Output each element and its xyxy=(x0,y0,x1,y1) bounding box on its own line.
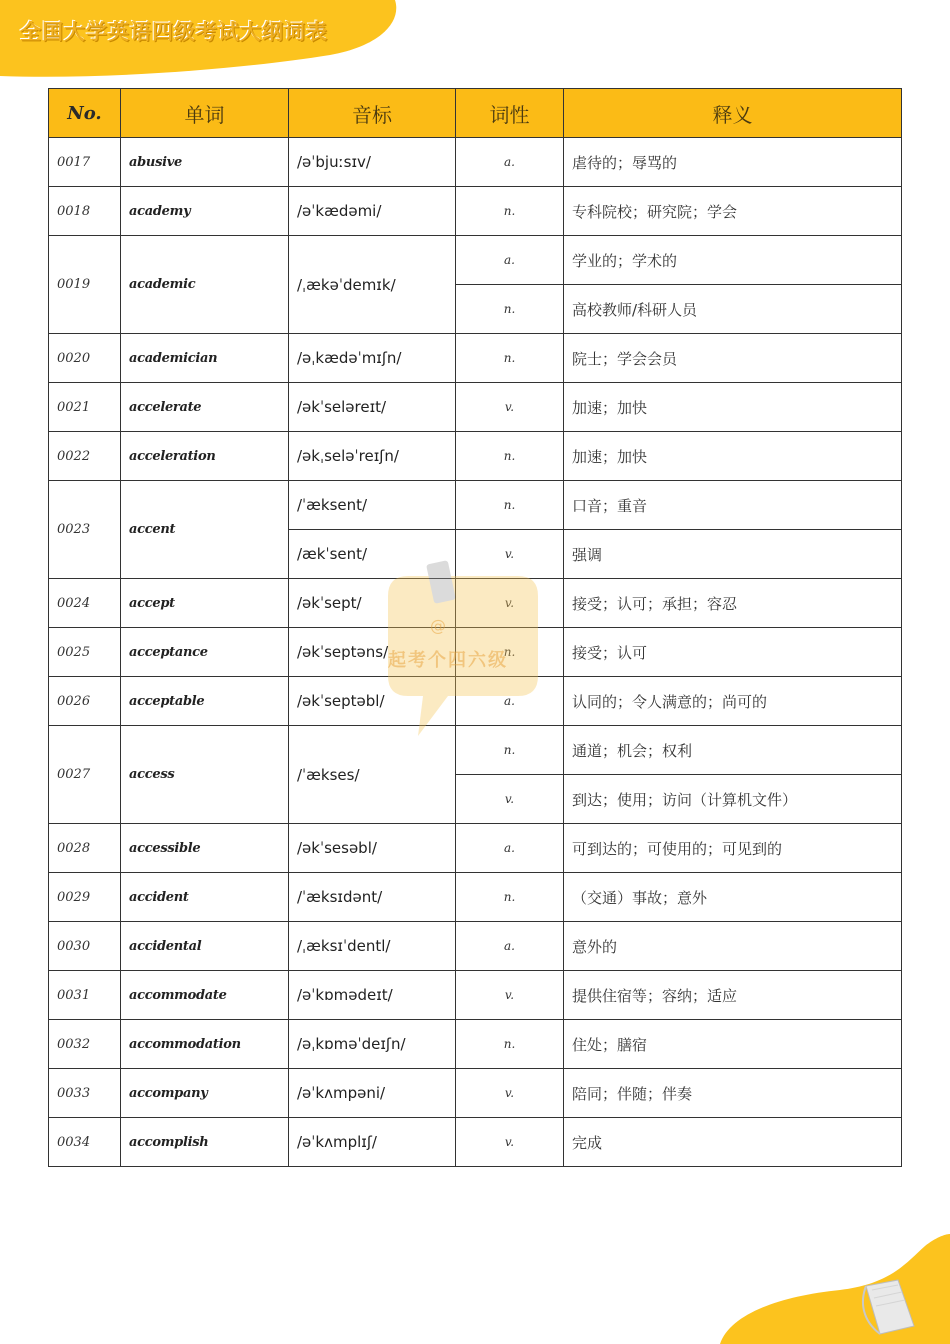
entry-part-of-speech: a. xyxy=(456,138,564,187)
entry-phonetic: /əkˌseləˈreɪʃn/ xyxy=(289,432,456,481)
watermark-at: @ xyxy=(430,616,446,635)
entry-word: accessible xyxy=(121,824,289,873)
entry-phonetic: /ˌæksɪˈdentl/ xyxy=(289,922,456,971)
entry-word: abusive xyxy=(121,138,289,187)
entry-part-of-speech: v. xyxy=(456,775,564,824)
entry-phonetic: /ˌækəˈdemɪk/ xyxy=(289,236,456,334)
entry-definition: 接受；认可 xyxy=(564,628,902,677)
entry-word: accelerate xyxy=(121,383,289,432)
entry-number: 0025 xyxy=(49,628,121,677)
entry-number: 0017 xyxy=(49,138,121,187)
entry-part-of-speech: a. xyxy=(456,922,564,971)
entry-word: academic xyxy=(121,236,289,334)
table-row xyxy=(49,1020,902,1069)
column-header-pos: 词性 xyxy=(456,89,564,138)
table-header-row xyxy=(49,89,902,138)
entry-definition: 意外的 xyxy=(564,922,902,971)
page-curl-icon xyxy=(858,1276,920,1338)
entry-phonetic: /əˌkɒməˈdeɪʃn/ xyxy=(289,1020,456,1069)
entry-definition: 住处；膳宿 xyxy=(564,1020,902,1069)
table-row xyxy=(49,481,902,530)
entry-definition: 虐待的；辱骂的 xyxy=(564,138,902,187)
entry-definition: 认同的；令人满意的；尚可的 xyxy=(564,677,902,726)
entry-number: 0034 xyxy=(49,1118,121,1167)
entry-number: 0026 xyxy=(49,677,121,726)
table-row xyxy=(49,383,902,432)
entry-definition: 口音；重音 xyxy=(564,481,902,530)
entry-phonetic: /əkˈseptəbl/ xyxy=(289,677,456,726)
vocabulary-table xyxy=(48,88,902,1167)
entry-word: access xyxy=(121,726,289,824)
entry-part-of-speech: a. xyxy=(456,677,564,726)
entry-part-of-speech: n. xyxy=(456,1020,564,1069)
table-row xyxy=(49,579,902,628)
entry-number: 0027 xyxy=(49,726,121,824)
entry-part-of-speech: v. xyxy=(456,971,564,1020)
entry-definition: 学业的；学术的 xyxy=(564,236,902,285)
table-row xyxy=(49,1118,902,1167)
entry-word: accident xyxy=(121,873,289,922)
entry-definition: 可到达的；可使用的；可见到的 xyxy=(564,824,902,873)
entry-phonetic: /əˌkædəˈmɪʃn/ xyxy=(289,334,456,383)
entry-word: academician xyxy=(121,334,289,383)
entry-phonetic: /əkˈseptəns/ xyxy=(289,628,456,677)
entry-number: 0018 xyxy=(49,187,121,236)
entry-part-of-speech: n. xyxy=(456,481,564,530)
entry-phonetic: /əˈkʌmpəni/ xyxy=(289,1069,456,1118)
entry-definition: 强调 xyxy=(564,530,902,579)
entry-phonetic: /əˈbjuːsɪv/ xyxy=(289,138,456,187)
column-header-word: 单词 xyxy=(121,89,289,138)
entry-word: accommodation xyxy=(121,1020,289,1069)
table-row xyxy=(49,677,902,726)
table-row xyxy=(49,824,902,873)
entry-definition: 院士；学会会员 xyxy=(564,334,902,383)
table-row xyxy=(49,873,902,922)
entry-number: 0021 xyxy=(49,383,121,432)
entry-part-of-speech: v. xyxy=(456,579,564,628)
entry-definition: 完成 xyxy=(564,1118,902,1167)
entry-definition: 提供住宿等；容纳；适应 xyxy=(564,971,902,1020)
entry-word: acceleration xyxy=(121,432,289,481)
entry-word: accompany xyxy=(121,1069,289,1118)
table-row xyxy=(49,971,902,1020)
entry-number: 0031 xyxy=(49,971,121,1020)
entry-number: 0032 xyxy=(49,1020,121,1069)
entry-word: acceptance xyxy=(121,628,289,677)
entry-definition: 高校教师/科研人员 xyxy=(564,285,902,334)
entry-phonetic: /ˈæksent/ xyxy=(289,481,456,530)
column-header-no: No. xyxy=(49,89,121,138)
entry-definition: 陪同；伴随；伴奏 xyxy=(564,1069,902,1118)
entry-word: academy xyxy=(121,187,289,236)
entry-word: acceptable xyxy=(121,677,289,726)
table-row xyxy=(49,1069,902,1118)
table-row xyxy=(49,187,902,236)
entry-number: 0020 xyxy=(49,334,121,383)
entry-phonetic: /əˈkʌmplɪʃ/ xyxy=(289,1118,456,1167)
entry-definition: 加速；加快 xyxy=(564,383,902,432)
entry-definition: 专科院校；研究院；学会 xyxy=(564,187,902,236)
entry-part-of-speech: n. xyxy=(456,334,564,383)
entry-definition: 到达；使用；访问（计算机文件） xyxy=(564,775,902,824)
entry-part-of-speech: v. xyxy=(456,1118,564,1167)
entry-word: accent xyxy=(121,481,289,579)
entry-part-of-speech: a. xyxy=(456,824,564,873)
table-row xyxy=(49,138,902,187)
entry-number: 0022 xyxy=(49,432,121,481)
entry-definition: （交通）事故；意外 xyxy=(564,873,902,922)
table-row xyxy=(49,334,902,383)
entry-phonetic: /ˈækses/ xyxy=(289,726,456,824)
entry-definition: 通道；机会；权利 xyxy=(564,726,902,775)
entry-number: 0033 xyxy=(49,1069,121,1118)
entry-number: 0030 xyxy=(49,922,121,971)
entry-definition: 接受；认可；承担；容忍 xyxy=(564,579,902,628)
entry-number: 0024 xyxy=(49,579,121,628)
entry-part-of-speech: n. xyxy=(456,432,564,481)
entry-part-of-speech: n. xyxy=(456,187,564,236)
column-header-phonetic: 音标 xyxy=(289,89,456,138)
watermark-text: 起考个四六级 xyxy=(388,650,508,671)
entry-definition: 加速；加快 xyxy=(564,432,902,481)
entry-number: 0023 xyxy=(49,481,121,579)
entry-phonetic: /ˈæksɪdənt/ xyxy=(289,873,456,922)
entry-part-of-speech: n. xyxy=(456,628,564,677)
entry-part-of-speech: a. xyxy=(456,236,564,285)
entry-phonetic: /əˈkædəmi/ xyxy=(289,187,456,236)
entry-part-of-speech: v. xyxy=(456,530,564,579)
entry-phonetic: /əkˈseləreɪt/ xyxy=(289,383,456,432)
entry-word: accept xyxy=(121,579,289,628)
entry-part-of-speech: v. xyxy=(456,1069,564,1118)
column-header-definition: 释义 xyxy=(564,89,902,138)
entry-word: accommodate xyxy=(121,971,289,1020)
page-title: 全国大学英语四级考试大纲词表 xyxy=(20,20,328,44)
entry-part-of-speech: n. xyxy=(456,726,564,775)
entry-phonetic: /əkˈsesəbl/ xyxy=(289,824,456,873)
table-row xyxy=(49,726,902,775)
entry-word: accidental xyxy=(121,922,289,971)
entry-phonetic: /ækˈsent/ xyxy=(289,530,456,579)
entry-part-of-speech: n. xyxy=(456,285,564,334)
table-row xyxy=(49,628,902,677)
entry-phonetic: /əkˈsept/ xyxy=(289,579,456,628)
entry-number: 0019 xyxy=(49,236,121,334)
entry-word: accomplish xyxy=(121,1118,289,1167)
table-row xyxy=(49,432,902,481)
entry-part-of-speech: v. xyxy=(456,383,564,432)
entry-number: 0029 xyxy=(49,873,121,922)
entry-part-of-speech: n. xyxy=(456,873,564,922)
table-row xyxy=(49,236,902,285)
table-row xyxy=(49,922,902,971)
entry-phonetic: /əˈkɒmədeɪt/ xyxy=(289,971,456,1020)
entry-number: 0028 xyxy=(49,824,121,873)
